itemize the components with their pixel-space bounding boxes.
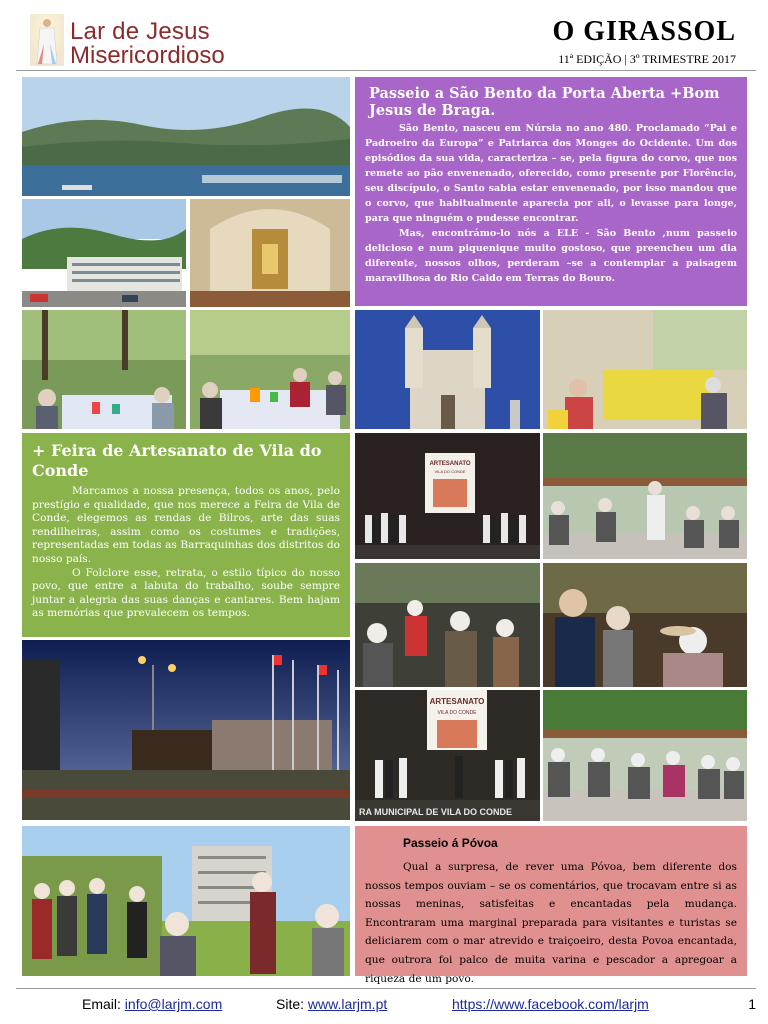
article-feira-artesanato bbox=[22, 433, 350, 637]
article-sao-bento-p2: Mas, encontrámo-lo nós a ELE - São Bento ,num passeio delicioso e num piquenique muito gostoso, que preencheu um dia diferente, nossos olhos, perderam –se a contemplar a paisagem maravilhosa do Rio Caldo em Terras do Bouro. bbox=[365, 228, 737, 284]
article-feira-p1: Marcamos a nossa presença, todos os anos, pelo prestígio e qualidade, que nos merece a Feira de Vila de Conde, elegemos as rendas de Bilros, arte das suas rendilheiras, assim como os costumes e tradições, representadas em todas as Barraquinhas dos distritos do nosso país. bbox=[32, 485, 340, 565]
photo-folklore-stage-2 bbox=[355, 690, 540, 821]
photo-povoa-group bbox=[22, 826, 350, 976]
photo-fair-group-wheelchairs bbox=[543, 433, 747, 559]
email-link[interactable]: info@larjm.com bbox=[124, 996, 223, 1012]
banner1-line1: ARTESANATO bbox=[429, 461, 471, 467]
facebook-link[interactable]: https://www.facebook.com/larjm bbox=[452, 996, 649, 1012]
article-povoa-p1: Qual a surpresa, de rever uma Póvoa, bem diferente dos nossos tempos ouviam – se os comentários, que trocavam entre si as nossas meninas, satisfeitas e encantadas pela mudança. Encontraram uma marginal preparada para visitantes e turistas se deliciarem com o mar atrevido e traiçoeiro, desta Povoa encantada, que outrora foi palco de muita varina e pescador a apregoar a riqueza de um povo. bbox=[365, 861, 737, 985]
footer-divider bbox=[16, 988, 756, 989]
banner1-line2: VILA DO CONDE bbox=[434, 469, 466, 474]
org-name-line2: Misericordioso bbox=[70, 42, 225, 69]
newsletter-title: O GIRASSOL bbox=[552, 16, 736, 47]
photo-fair-wheelchair-row bbox=[543, 690, 747, 821]
photo-picnic-2 bbox=[190, 310, 350, 429]
photo-caption-camara: RA MUNICIPAL DE VILA DO CONDE bbox=[359, 807, 513, 817]
email-label: Email: bbox=[82, 996, 121, 1012]
article-sao-bento-p1: São Bento, nasceu em Núrsia no ano 480. Proclamado “Pai e Padroeiro da Europa” e Patriarca dos Monges do Ocidente. Um dos episódios da sua vida, caracteriza – se, pela figura do corvo, que nos remete ao pão envenenado, oferecido, como presente por Florêncio, seu discípulo, o Santo sabia estar envenenado, por isso mandou que o corvo, que habitualmente aparecia por ali, o levasse para longe, para que ninguém o pudesse encontrar. bbox=[365, 123, 737, 224]
photo-sanctuary-building bbox=[22, 199, 186, 307]
article-feira-p2: O Folclore esse, retrata, o estilo típico do nosso povo, que entre a labuta do trabalho, soube sempre juntar a alegria das suas danças e cantares. Bem hajam as memórias que prevalecem os tempos. bbox=[32, 566, 340, 620]
photo-folklore-stage-1 bbox=[355, 433, 540, 559]
photo-fair-closeup bbox=[543, 563, 747, 687]
photo-picnic-1 bbox=[22, 310, 186, 429]
footer-site bbox=[276, 996, 387, 1012]
footer-email bbox=[82, 996, 222, 1012]
article-feira-title: + Feira de Artesanato de Vila do Conde bbox=[32, 441, 322, 480]
photo-bom-jesus-church bbox=[355, 310, 540, 429]
header-divider bbox=[16, 70, 756, 71]
edition-info: 11ª EDIÇÃO | 3º TRIMESTRE 2017 bbox=[558, 52, 736, 66]
photo-night-square bbox=[22, 640, 350, 820]
org-name-line1: Lar de Jesus bbox=[70, 18, 210, 45]
banner2-line1: ARTESANATO bbox=[429, 697, 485, 706]
photo-fair-group-seated bbox=[355, 563, 540, 687]
article-povoa bbox=[355, 826, 747, 985]
banner2-line2: VILA DO CONDE bbox=[437, 710, 477, 716]
site-label: Site: bbox=[276, 996, 305, 1012]
article-povoa-title: Passeio á Póvoa bbox=[403, 836, 498, 850]
photo-lake-panorama bbox=[22, 77, 350, 196]
site-link[interactable]: www.larjm.pt bbox=[307, 996, 388, 1012]
article-sao-bento bbox=[355, 77, 747, 306]
footer-facebook bbox=[452, 996, 649, 1012]
photo-indoor-snack bbox=[543, 310, 747, 429]
article-sao-bento-title: Passeio a São Bento da Porta Aberta +Bom Jesus de Braga. bbox=[369, 85, 720, 119]
page-number: 1 bbox=[748, 996, 756, 1012]
logo-jesus-figure bbox=[30, 14, 64, 66]
photo-church-interior bbox=[190, 199, 350, 307]
